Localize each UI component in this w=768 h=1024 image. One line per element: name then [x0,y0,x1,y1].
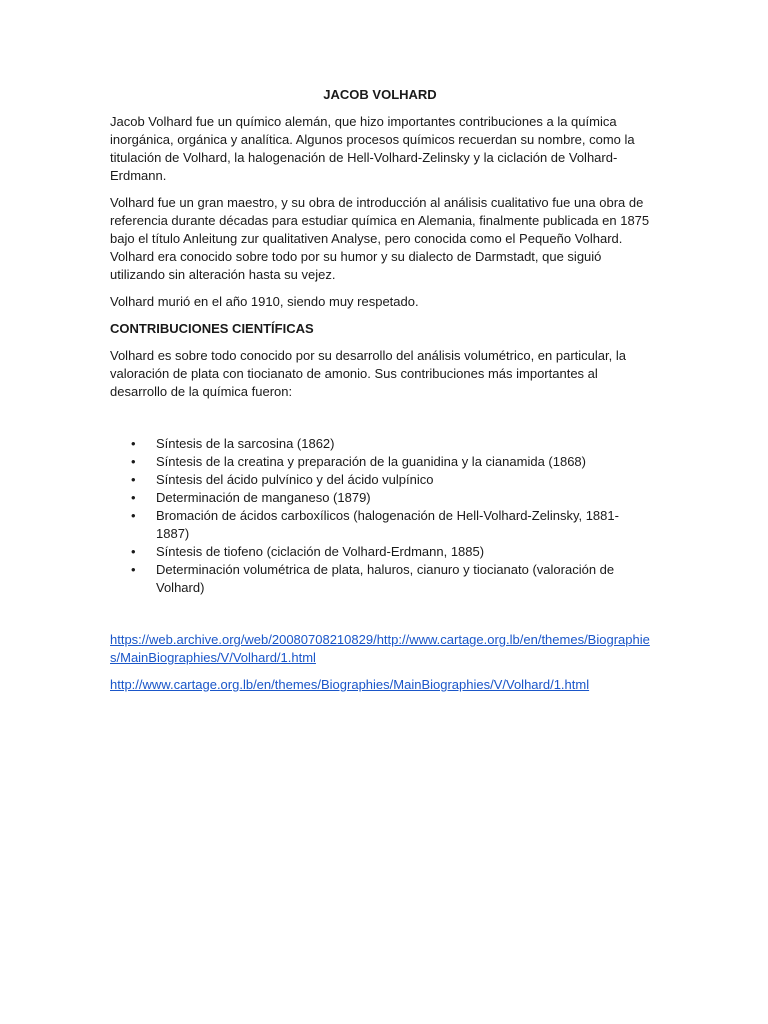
list-item [110,507,650,543]
reference-links [110,631,650,694]
bullet-icon: • [131,436,136,451]
contributions-list [110,435,650,597]
paragraph-contributions-intro: Volhard es sobre todo conocido por su desarrollo del análisis volumétrico, en particular, la valoración de plata con tiocianato de amonio. Sus contribuciones más importantes al desarrollo de la química fueron: [110,348,626,399]
list-item-text: Síntesis de la sarcosina (1862) [156,436,335,451]
list-item [110,489,650,507]
bullet-icon: • [131,490,136,505]
reference-link-archive[interactable]: https://web.archive.org/web/20080708210829/http://www.cartage.org.lb/en/themes/Biographies/MainBiographies/V/Volhard/1.html [110,632,650,665]
document-body [110,86,650,703]
list-item-text: Síntesis de la creatina y preparación de la guanidina y la cianamida (1868) [156,454,586,469]
list-item-text: Bromación de ácidos carboxílicos (halogenación de Hell-Volhard-Zelinsky, 1881-1887) [156,508,619,541]
reference-link-cartage[interactable]: http://www.cartage.org.lb/en/themes/Biographies/MainBiographies/V/Volhard/1.html [110,677,590,692]
bullet-icon: • [131,508,136,523]
section-heading-contributions: CONTRIBUCIONES CIENTÍFICAS [110,321,314,336]
paragraph-teaching: Volhard fue un gran maestro, y su obra de introducción al análisis cualitativo fue una obra de referencia durante décadas para estudiar química en Alemania, finalmente publicada en 1875 bajo el título Anleitung zur qualitativen Analyse, pero conocida como el Pequeño Volhard. Volhard era conocido sobre todo por su humor y su dialecto de Darmstadt, que siguió utilizando sin alteración hasta su vejez. [110,195,650,282]
list-item [110,561,650,597]
list-item-text: Determinación de manganeso (1879) [156,490,371,505]
bullet-icon: • [131,544,136,559]
list-item [110,543,650,561]
bullet-icon: • [131,472,136,487]
list-item-text: Síntesis de tiofeno (ciclación de Volhard-Erdmann, 1885) [156,544,485,559]
list-item-text: Determinación volumétrica de plata, haluros, cianuro y tiocianato (valoración de Volhard) [156,562,615,595]
document-title: JACOB VOLHARD [323,87,437,102]
paragraph-death: Volhard murió en el año 1910, siendo muy respetado. [110,294,419,309]
list-item [110,435,650,453]
list-item-text: Síntesis del ácido pulvínico y del ácido vulpínico [156,472,434,487]
list-item [110,453,650,471]
list-item [110,471,650,489]
paragraph-intro: Jacob Volhard fue un químico alemán, que hizo importantes contribuciones a la química inorgánica, orgánica y analítica. Algunos procesos químicos recuerdan su nombre, como la titulación de Volhard, la halogenación de Hell-Volhard-Zelinsky y la ciclación de Volhard-Erdmann. [110,114,635,183]
bullet-icon: • [131,562,136,577]
bullet-icon: • [131,454,136,469]
